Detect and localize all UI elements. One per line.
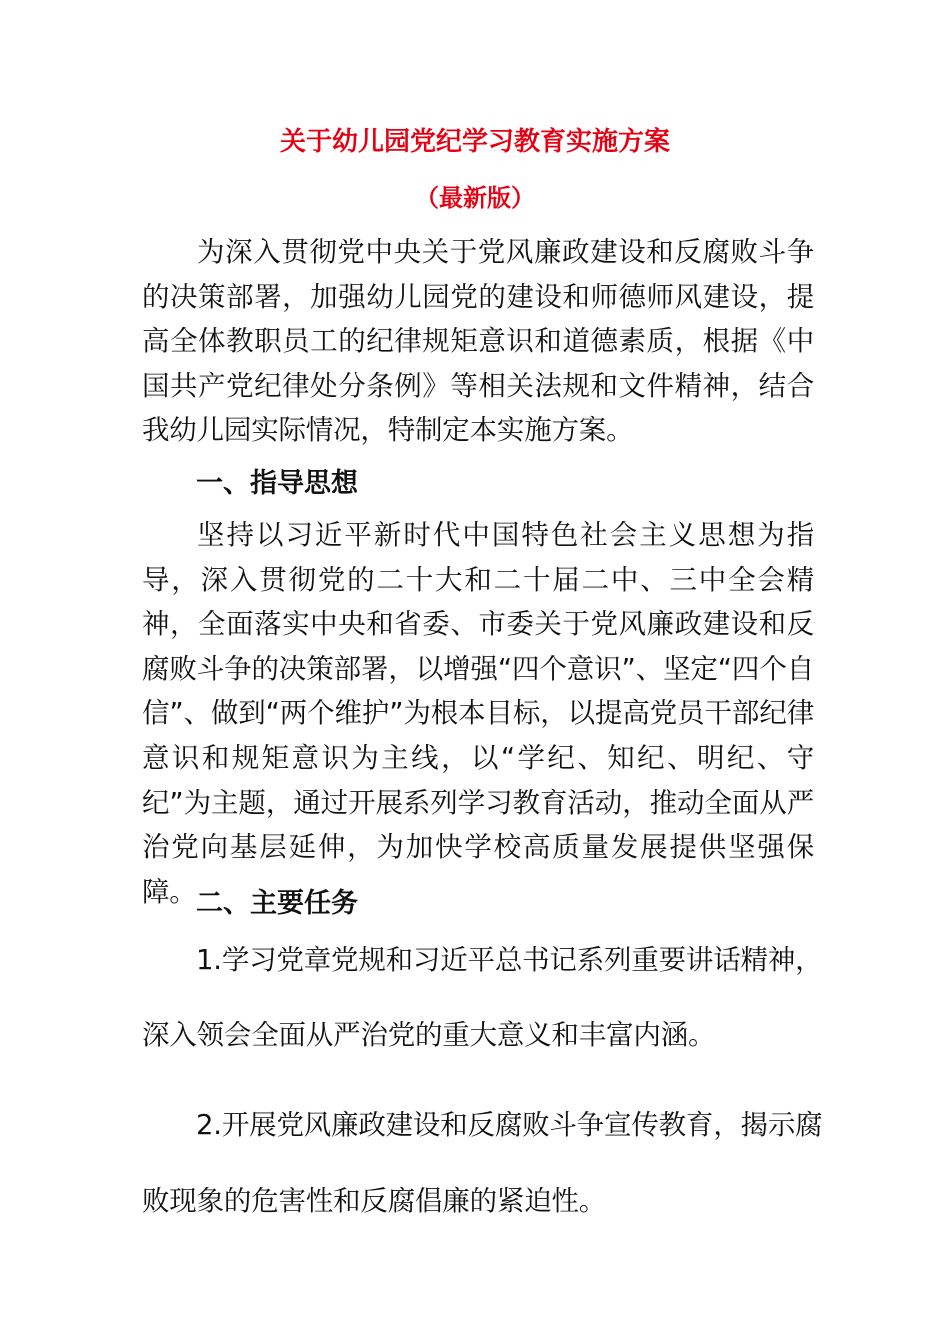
intro-paragraph: 为深入贯彻党中央关于党风廉政建设和反腐败斗争的决策部署，加强幼儿园党的建设和师德师风建设，提高全体教职员工的纪律规矩意识和道德素质，根据《中国共产党纪律处分条例》等相关法规和文件精神，结合我幼儿园实际情况，特制定本实施方案。 [142,236,814,447]
document-title: 关于幼儿园党纪学习教育实施方案 [279,127,670,157]
task-1-line-1: 1.学习党章党规和习近平总书记系列重要讲话精神， [196,944,823,976]
section-heading-guiding-thought: 一、指导思想 [196,468,358,499]
task-2-line-1: 2.开展党风廉政建设和反腐败斗争宣传教育，揭示腐 [196,1109,823,1141]
document-subtitle: （最新版） [415,184,535,212]
task-2-line-2: 败现象的危害性和反腐倡廉的紧迫性。 [142,1185,607,1217]
guiding-thought-paragraph: 坚持以习近平新时代中国特色社会主义思想为指导，深入贯彻党的二十大和二十届二中、三中全会精神，全面落实中央和省委、市委关于党风廉政建设和反腐败斗争的决策部署，以增强“四个意识”、坚定“四个自信”、做到“两个维护”为根本目标，以提高党员干部纪律意识和规矩意识为主线，以“学纪、知纪、明纪、守纪”为主题，通过开展系列学习教育活动，推动全面从严治党向基层延伸，为加快学校高质量发展提供坚强保障。 [142,519,814,908]
task-1-line-2: 深入领会全面从严治党的重大意义和丰富内涵。 [142,1019,716,1051]
section-heading-main-tasks: 二、主要任务 [196,888,358,919]
